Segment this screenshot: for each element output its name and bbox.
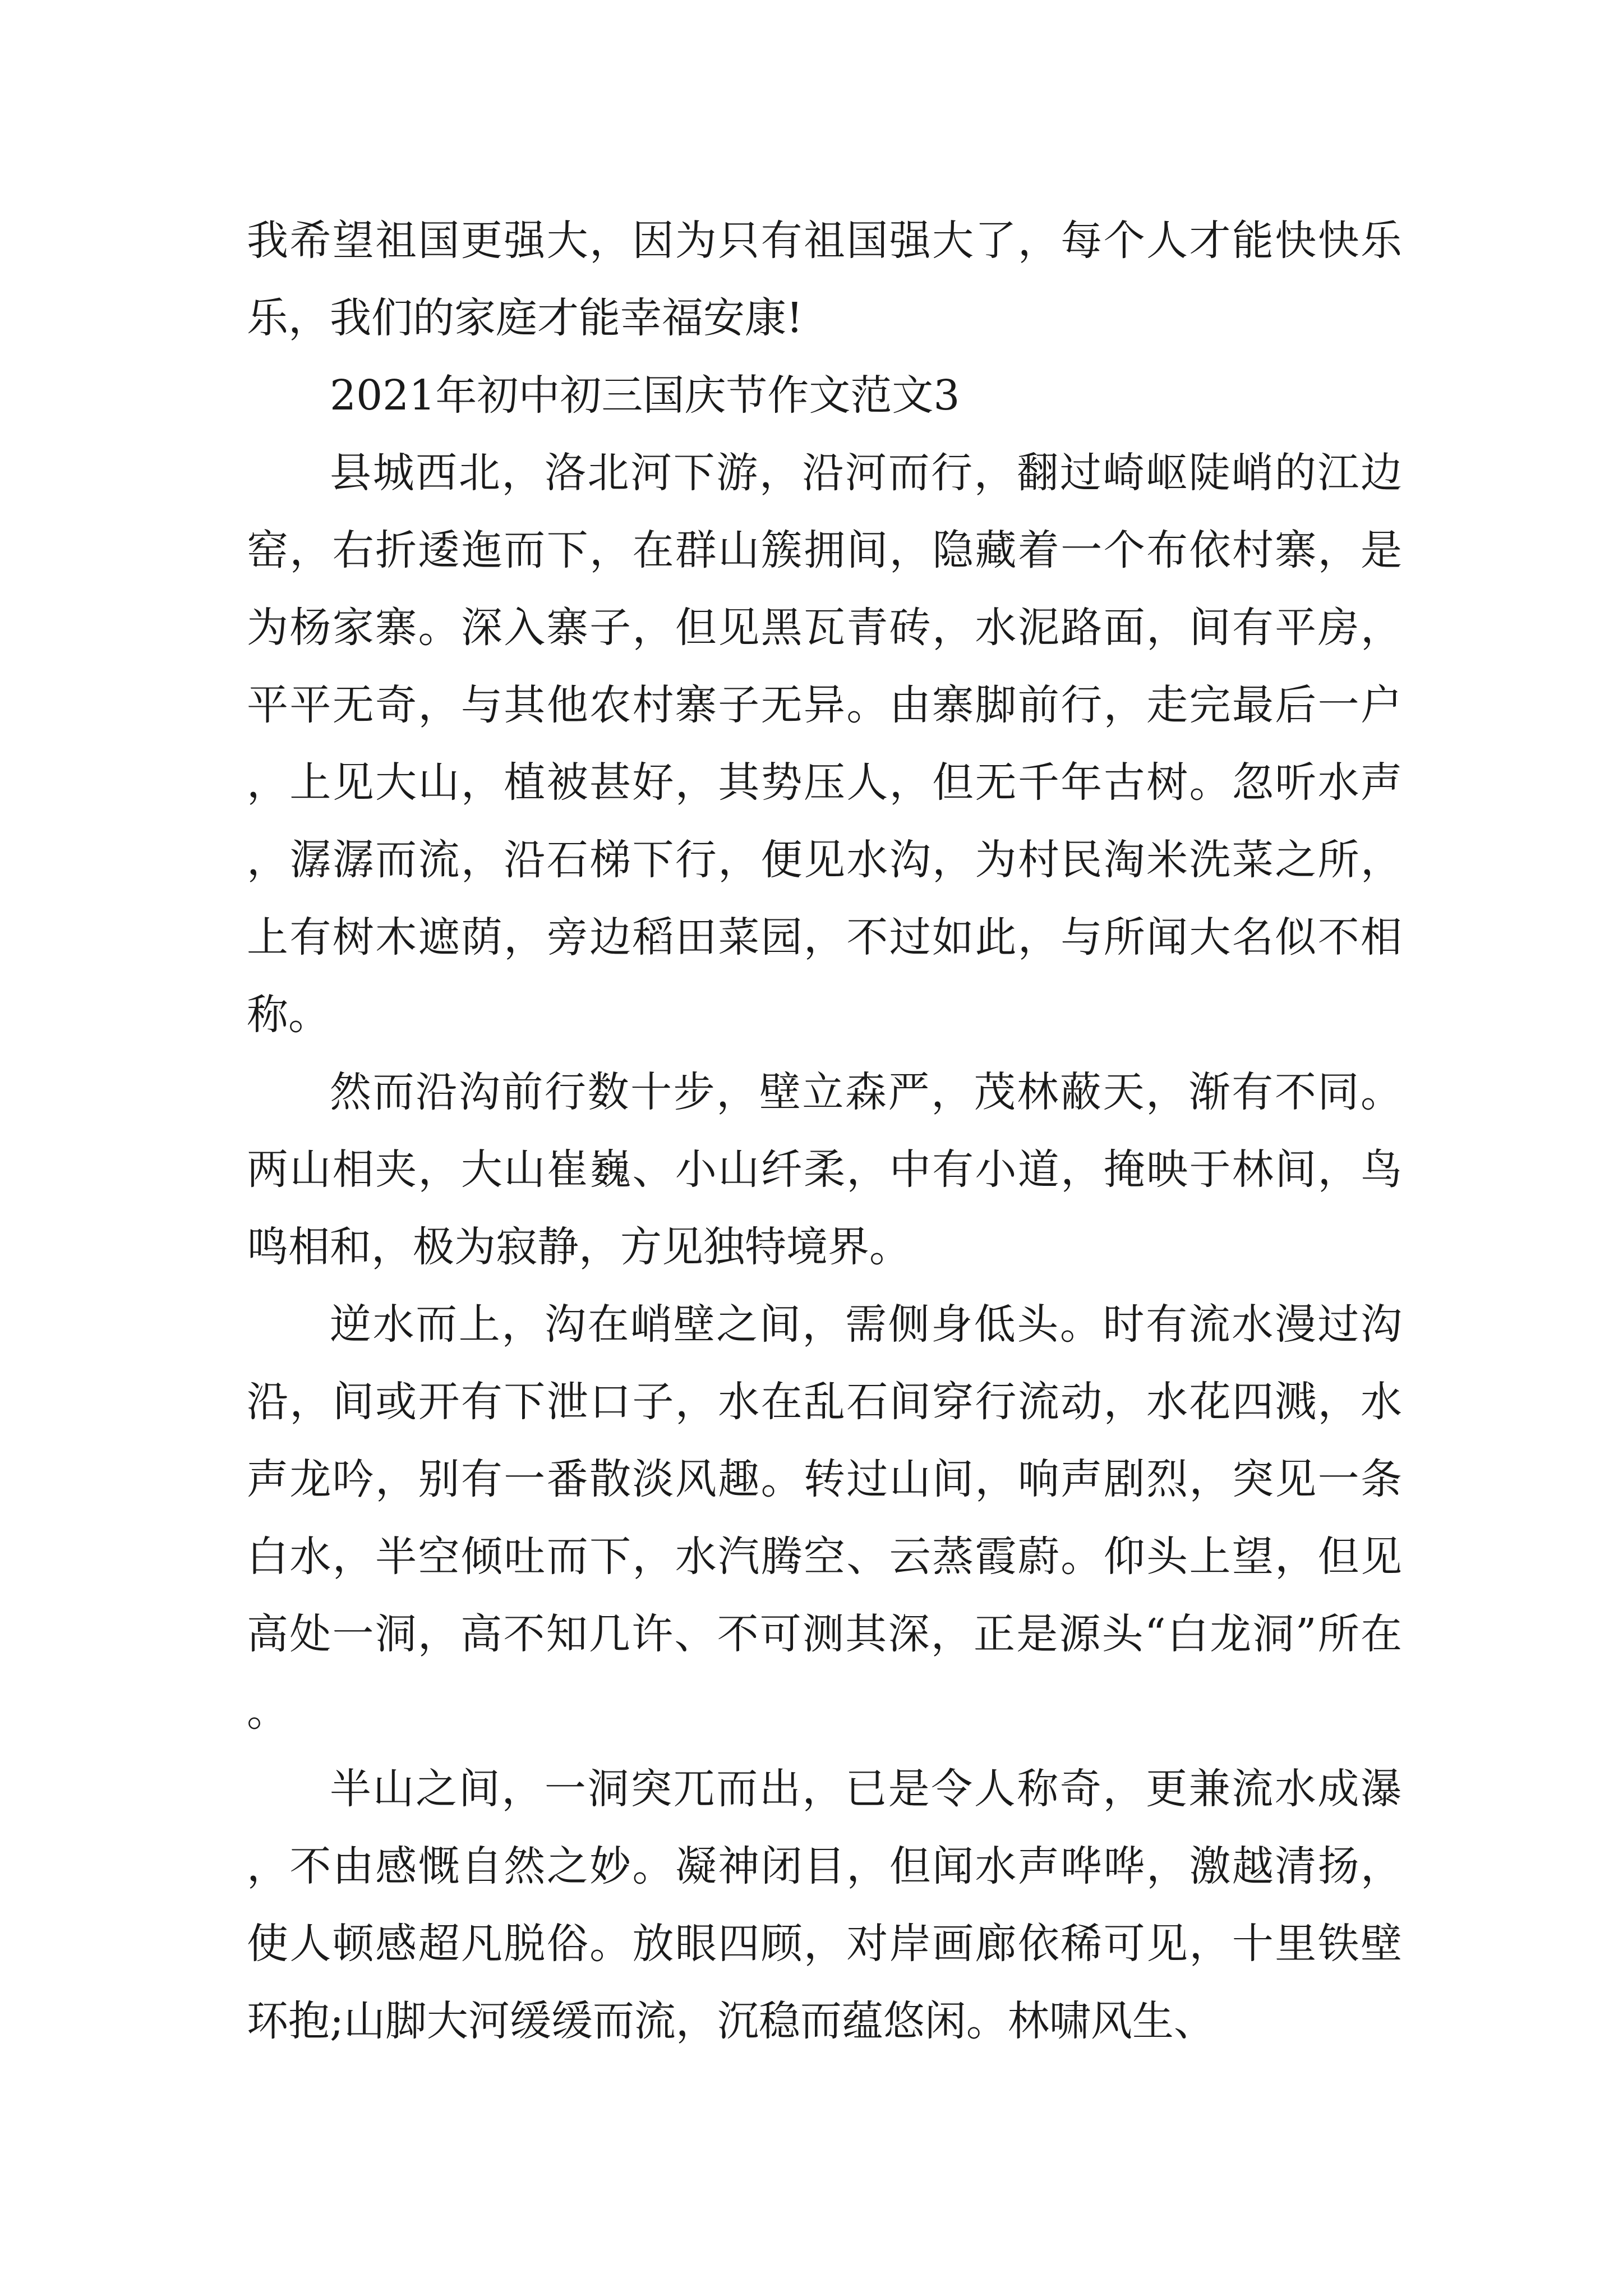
section-heading: 2021年初中初三国庆节作文范文3 — [330, 371, 960, 420]
paragraph: 然而沿沟前行数十步，壁立森严，茂林蔽天，渐有不同。两山相夹，大山崔巍、小山纤柔，中有小道，掩映于林间，鸟鸣相和，极为寂静，方见独特境界。 — [247, 1068, 1402, 1271]
document-body — [247, 202, 1402, 2060]
paragraph-continuation: 我希望祖国更强大，因为只有祖国强大了，每个人才能快快乐乐，我们的家庭才能幸福安康! — [247, 217, 1402, 342]
paragraph: 逆水而上，沟在峭壁之间，需侧身低头。时有流水漫过沟沿，间或开有下泄口子，水在乱石间穿行流动，水花四溅，水声龙吟，别有一番散淡风趣。转过山间，响声剧烈，突见一条白水，半空倾吐而下，水汽腾空、云蒸霞蔚。仰头上望，但见高处一洞，高不知几许、不可测其深，正是源头“白龙洞”所在。 — [247, 1300, 1402, 1736]
paragraph: 县城西北，洛北河下游，沿河而行，翻过崎岖陡峭的江边窑，右折逶迤而下，在群山簇拥间，隐藏着一个布依村寨，是为杨家寨。深入寨子，但见黑瓦青砖，水泥路面，间有平房，平平无奇，与其他农村寨子无异。由寨脚前行，走完最后一户，上见大山，植被甚好，其势压人，但无千年古树。忽听水声，潺潺而流，沿石梯下行，便见水沟，为村民淘米洗菜之所，上有树木遮荫，旁边稻田菜园，不过如此，与所闻大名似不相称。 — [247, 449, 1402, 1039]
paragraph: 半山之间，一洞突兀而出，已是令人称奇，更兼流水成瀑，不由感慨自然之妙。凝神闭目，但闻水声哗哗，激越清扬，使人顿感超凡脱俗。放眼四顾，对岸画廊依稀可见，十里铁壁环抱;山脚大河缓缓而流，沉稳而蕴悠闲。林啸风生、 — [247, 1765, 1402, 2045]
